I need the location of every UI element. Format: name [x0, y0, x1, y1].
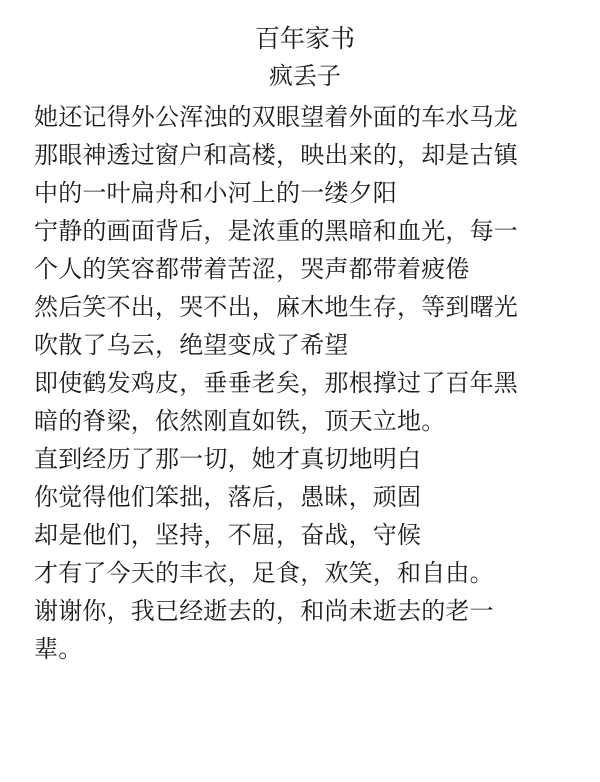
text-line: 个人的笑容都带着苦涩，哭声都带着疲倦 — [34, 255, 470, 283]
text-line: 才有了今天的丰衣，足食，欢笑，和自由。 — [34, 559, 494, 587]
text-line: 你觉得他们笨拙，落后，愚昧，顽固 — [34, 483, 422, 511]
text-line: 宁静的画面背后，是浓重的黑暗和血光，每一 — [34, 217, 518, 245]
text-line: 暗的脊梁，依然刚直如铁，顶天立地。 — [34, 407, 446, 435]
text-line: 谢谢你，我已经逝去的，和尚未逝去的老一 — [34, 597, 494, 625]
text-line: 即使鹤发鸡皮，垂垂老矣，那根撑过了百年黑 — [34, 369, 518, 397]
text-line: 吹散了乌云，绝望变成了希望 — [34, 331, 349, 359]
text-line: 直到经历了那一切，她才真切地明白 — [34, 445, 422, 473]
document-title: 百年家书 — [254, 24, 355, 53]
document-author: 疯丢子 — [269, 62, 341, 90]
text-line: 辈。 — [34, 635, 83, 663]
text-line: 却是他们，坚持，不屈，奋战，守候 — [34, 521, 422, 549]
text-line: 中的一叶扁舟和小河上的一缕夕阳 — [34, 179, 397, 207]
document-body — [34, 98, 576, 668]
text-line: 然后笑不出，哭不出，麻木地生存，等到曙光 — [34, 293, 518, 321]
text-line: 她还记得外公浑浊的双眼望着外面的车水马龙 — [34, 103, 518, 131]
text-line: 那眼神透过窗户和高楼，映出来的，却是古镇 — [34, 141, 518, 169]
